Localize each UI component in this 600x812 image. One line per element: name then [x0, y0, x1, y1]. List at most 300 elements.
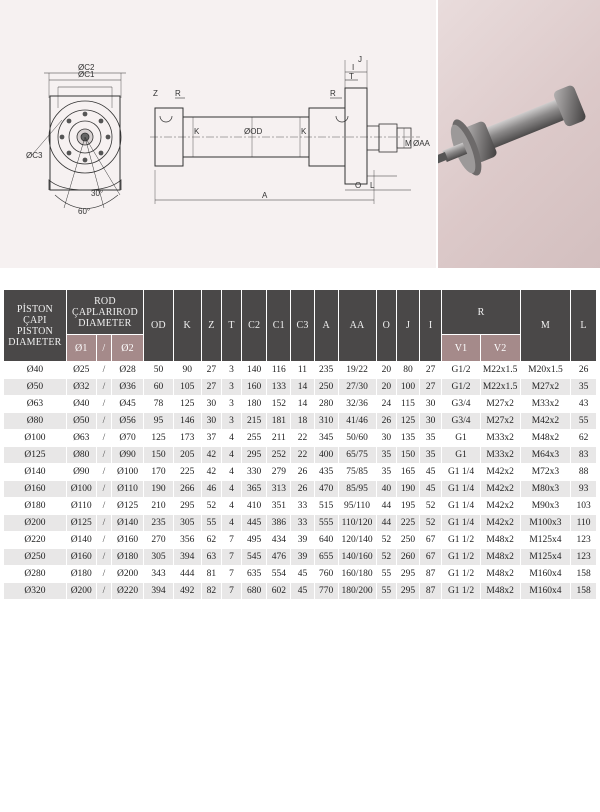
table-cell: 67 [420, 532, 442, 548]
table-cell: 50 [144, 362, 173, 378]
table-cell: 545 [242, 549, 267, 565]
header-piston-diameter: PİSTON ÇAPI PISTON DIAMETER [4, 290, 66, 361]
table-cell: 152 [267, 396, 290, 412]
table-cell: 602 [267, 583, 290, 599]
label-k-left: K [194, 127, 200, 136]
table-cell: M27x2 [481, 396, 520, 412]
table-cell: Ø220 [4, 532, 66, 548]
front-view [32, 73, 126, 209]
table-row [4, 532, 596, 548]
table-row [4, 583, 596, 599]
table-cell: 4 [222, 498, 241, 514]
table-row [4, 430, 596, 446]
table-cell: M64x3 [521, 447, 570, 463]
table-cell: Ø80 [67, 447, 96, 463]
table-cell: 225 [397, 515, 419, 531]
table-cell: G1 [442, 430, 479, 446]
table-cell: 95/110 [339, 498, 376, 514]
table-cell: Ø180 [112, 549, 143, 565]
table-cell: Ø40 [67, 396, 96, 412]
table-cell: 635 [242, 566, 267, 582]
table-cell: 46 [202, 481, 222, 497]
table-cell: / [97, 396, 111, 412]
table-cell: / [97, 515, 111, 531]
table-cell: Ø100 [112, 464, 143, 480]
table-cell: 7 [222, 566, 241, 582]
table-cell: 160/180 [339, 566, 376, 582]
table-cell: 45 [291, 583, 314, 599]
table-cell: Ø100 [4, 430, 66, 446]
header-aa: AA [339, 290, 376, 361]
header-t: T [222, 290, 241, 361]
table-cell: 280 [315, 396, 338, 412]
table-cell: 19/22 [339, 362, 376, 378]
table-cell: M125x4 [521, 532, 570, 548]
side-view [150, 60, 420, 204]
table-cell: M27x2 [521, 379, 570, 395]
table-cell: M33x2 [481, 447, 520, 463]
table-cell: M42x2 [481, 481, 520, 497]
table-cell: Ø40 [4, 362, 66, 378]
table-cell: / [97, 362, 111, 378]
table-cell: Ø45 [112, 396, 143, 412]
table-cell: 78 [144, 396, 173, 412]
table-cell: G3/4 [442, 413, 479, 429]
table-cell: Ø70 [112, 430, 143, 446]
table-cell: Ø90 [112, 447, 143, 463]
table-cell: 27 [420, 379, 442, 395]
table-cell: 14 [291, 396, 314, 412]
table-cell: 39 [291, 549, 314, 565]
table-cell: M22x1.5 [481, 362, 520, 378]
table-cell: 55 [377, 583, 397, 599]
table-cell: 35 [420, 447, 442, 463]
table-cell: 88 [571, 464, 596, 480]
label-od: ØOD [244, 127, 263, 136]
specifications-table [3, 289, 597, 600]
table-cell: 345 [315, 430, 338, 446]
table-row [4, 464, 596, 480]
table-cell: Ø200 [67, 583, 96, 599]
table-body [4, 362, 596, 599]
table-cell: 30 [420, 396, 442, 412]
table-cell: Ø56 [112, 413, 143, 429]
table-row [4, 498, 596, 514]
table-cell: 52 [420, 498, 442, 514]
table-cell: 65/75 [339, 447, 376, 463]
table-cell: 160 [242, 379, 267, 395]
table-cell: / [97, 532, 111, 548]
table-cell: / [97, 583, 111, 599]
table-cell: 295 [397, 583, 419, 599]
table-cell: 295 [174, 498, 201, 514]
table-cell: 52 [420, 515, 442, 531]
header-r: R [442, 290, 519, 334]
table-cell: M20x1.5 [521, 362, 570, 378]
table-cell: 123 [571, 549, 596, 565]
table-cell: Ø90 [67, 464, 96, 480]
table-cell: Ø200 [112, 566, 143, 582]
table-cell: 26 [377, 413, 397, 429]
table-cell: Ø100 [67, 481, 96, 497]
table-cell: 554 [267, 566, 290, 582]
table-cell: 55 [377, 566, 397, 582]
table-cell: 3 [222, 396, 241, 412]
table-cell: 35 [571, 379, 596, 395]
table-cell: Ø25 [67, 362, 96, 378]
table-cell: Ø250 [4, 549, 66, 565]
table-cell: 7 [222, 583, 241, 599]
table-cell: 60 [144, 379, 173, 395]
table-cell: 133 [267, 379, 290, 395]
table-cell: M22x1.5 [481, 379, 520, 395]
label-r-left: R [175, 89, 181, 98]
table-cell: 52 [202, 498, 222, 514]
product-photo [438, 0, 600, 268]
table-cell: 20 [377, 362, 397, 378]
table-cell: 4 [222, 515, 241, 531]
table-cell: 42 [202, 464, 222, 480]
table-cell: Ø180 [67, 566, 96, 582]
table-cell: 140/160 [339, 549, 376, 565]
label-c2: ØC2 [78, 63, 95, 72]
table-cell: 305 [144, 549, 173, 565]
table-cell: M33x2 [521, 396, 570, 412]
header-rod-slash: / [97, 335, 111, 361]
table-cell: 33 [291, 515, 314, 531]
top-figure-band [0, 0, 600, 272]
header-od: OD [144, 290, 173, 361]
table-cell: 640 [315, 532, 338, 548]
table-cell: 30 [420, 413, 442, 429]
table-cell: 351 [267, 498, 290, 514]
table-cell: 26 [571, 362, 596, 378]
table-cell: 100 [397, 379, 419, 395]
table-cell: 26 [291, 464, 314, 480]
table-cell: Ø110 [112, 481, 143, 497]
label-l: L [370, 181, 375, 190]
table-cell: 260 [397, 549, 419, 565]
table-cell: 62 [571, 430, 596, 446]
table-cell: M48x2 [481, 549, 520, 565]
table-cell: 7 [222, 549, 241, 565]
table-cell: Ø32 [67, 379, 96, 395]
table-row [4, 566, 596, 582]
table-cell: 470 [315, 481, 338, 497]
table-row [4, 481, 596, 497]
table-cell: 770 [315, 583, 338, 599]
table-cell: 125 [174, 396, 201, 412]
table-cell: 22 [291, 447, 314, 463]
table-cell: 205 [174, 447, 201, 463]
table-cell: Ø140 [4, 464, 66, 480]
table-cell: 434 [267, 532, 290, 548]
table-cell: 30 [202, 413, 222, 429]
table-cell: Ø200 [4, 515, 66, 531]
table-cell: 35 [377, 464, 397, 480]
table-cell: 165 [397, 464, 419, 480]
table-cell: Ø140 [67, 532, 96, 548]
table-cell: 295 [242, 447, 267, 463]
table-cell: M160x4 [521, 566, 570, 582]
table-cell: / [97, 498, 111, 514]
table-cell: 93 [571, 481, 596, 497]
table-cell: 33 [291, 498, 314, 514]
table-cell: G1 1/4 [442, 464, 479, 480]
specifications-table-wrapper [3, 289, 597, 600]
table-cell: 225 [174, 464, 201, 480]
table-cell: 270 [144, 532, 173, 548]
table-cell: 180/200 [339, 583, 376, 599]
label-k-right: K [301, 127, 307, 136]
table-cell: 40 [377, 481, 397, 497]
table-cell: 305 [174, 515, 201, 531]
table-cell: 11 [291, 362, 314, 378]
table-cell: / [97, 481, 111, 497]
table-cell: 181 [267, 413, 290, 429]
table-cell: 4 [222, 430, 241, 446]
table-cell: 45 [291, 566, 314, 582]
table-cell: 444 [174, 566, 201, 582]
table-cell: 4 [222, 464, 241, 480]
table-cell: Ø280 [4, 566, 66, 582]
table-cell: G1 1/2 [442, 583, 479, 599]
table-cell: 22 [291, 430, 314, 446]
table-cell: M33x2 [481, 430, 520, 446]
table-cell: 52 [377, 549, 397, 565]
table-cell: / [97, 464, 111, 480]
table-cell: 26 [291, 481, 314, 497]
table-cell: 125 [144, 430, 173, 446]
table-cell: 52 [377, 532, 397, 548]
table-cell: G1 1/4 [442, 498, 479, 514]
table-cell: 44 [377, 515, 397, 531]
table-cell: Ø63 [4, 396, 66, 412]
table-cell: 195 [397, 498, 419, 514]
header-a: A [315, 290, 338, 361]
table-cell: 266 [174, 481, 201, 497]
table-cell: 14 [291, 379, 314, 395]
table-cell: 115 [397, 396, 419, 412]
label-j: J [358, 55, 362, 64]
table-cell: 35 [377, 447, 397, 463]
table-cell: M27x2 [481, 413, 520, 429]
table-cell: 120/140 [339, 532, 376, 548]
table-cell: M48x2 [481, 583, 520, 599]
table-cell: Ø320 [4, 583, 66, 599]
header-k: K [174, 290, 201, 361]
table-cell: 63 [202, 549, 222, 565]
table-cell: 365 [242, 481, 267, 497]
table-cell: 146 [174, 413, 201, 429]
table-cell: 410 [242, 498, 267, 514]
table-cell: 215 [242, 413, 267, 429]
table-cell: 235 [144, 515, 173, 531]
table-cell: 158 [571, 583, 596, 599]
table-cell: Ø180 [4, 498, 66, 514]
table-cell: 680 [242, 583, 267, 599]
table-cell: 252 [267, 447, 290, 463]
table-cell: 400 [315, 447, 338, 463]
table-cell: 3 [222, 379, 241, 395]
table-cell: Ø160 [67, 549, 96, 565]
label-c1: ØC1 [78, 70, 95, 79]
table-cell: M42x2 [481, 498, 520, 514]
table-cell: 27 [202, 362, 222, 378]
label-r-right: R [330, 89, 336, 98]
table-cell: G1/2 [442, 379, 479, 395]
table-cell: M72x3 [521, 464, 570, 480]
header-rod-diameter: ROD ÇAPLARIROD DIAMETER [67, 290, 143, 334]
table-cell: 140 [242, 362, 267, 378]
table-row [4, 396, 596, 412]
table-cell: M48x2 [481, 566, 520, 582]
table-cell: 7 [222, 532, 241, 548]
table-cell: Ø125 [4, 447, 66, 463]
table-cell: 41/46 [339, 413, 376, 429]
table-cell: 150 [397, 447, 419, 463]
table-cell: M48x2 [521, 430, 570, 446]
table-cell: 3 [222, 362, 241, 378]
technical-drawing [0, 0, 436, 268]
table-cell: 20 [377, 379, 397, 395]
table-cell: 18 [291, 413, 314, 429]
table-cell: 105 [174, 379, 201, 395]
table-cell: / [97, 413, 111, 429]
header-l: L [571, 290, 596, 361]
table-cell: G3/4 [442, 396, 479, 412]
label-c3: ØC3 [26, 151, 43, 160]
table-cell: M42x2 [481, 464, 520, 480]
table-cell: Ø50 [67, 413, 96, 429]
table-cell: 50/60 [339, 430, 376, 446]
table-cell: 32/36 [339, 396, 376, 412]
table-cell: 356 [174, 532, 201, 548]
label-a: A [262, 191, 268, 200]
table-cell: 55 [202, 515, 222, 531]
table-cell: 394 [144, 583, 173, 599]
table-cell: Ø160 [112, 532, 143, 548]
header-rod-1: Ø1 [67, 335, 96, 361]
table-cell: 110/120 [339, 515, 376, 531]
table-cell: 45 [420, 481, 442, 497]
table-cell: M80x3 [521, 481, 570, 497]
table-cell: 42 [202, 447, 222, 463]
table-cell: Ø110 [67, 498, 96, 514]
table-cell: 110 [571, 515, 596, 531]
cylinder-render-illustration [438, 0, 600, 268]
label-o: O [355, 181, 362, 190]
table-cell: / [97, 566, 111, 582]
table-cell: 4 [222, 447, 241, 463]
table-cell: 44 [377, 498, 397, 514]
table-cell: 4 [222, 481, 241, 497]
table-cell: Ø63 [67, 430, 96, 446]
header-j: J [397, 290, 419, 361]
label-i: I [352, 63, 355, 72]
table-cell: 67 [420, 549, 442, 565]
table-cell: / [97, 379, 111, 395]
table-cell: 760 [315, 566, 338, 582]
table-cell: G1 1/2 [442, 532, 479, 548]
header-rod-2: Ø2 [112, 335, 143, 361]
table-cell: 173 [174, 430, 201, 446]
table-cell: 3 [222, 413, 241, 429]
header-o: O [377, 290, 397, 361]
table-cell: / [97, 447, 111, 463]
table-cell: 27 [202, 379, 222, 395]
table-cell: 83 [571, 447, 596, 463]
table-cell: 555 [315, 515, 338, 531]
table-cell: 85/95 [339, 481, 376, 497]
header-m: M [521, 290, 570, 361]
header-v1: V1 [442, 335, 479, 361]
table-cell: 95 [144, 413, 173, 429]
table-cell: Ø28 [112, 362, 143, 378]
table-cell: M42x2 [521, 413, 570, 429]
table-row [4, 413, 596, 429]
table-cell: 30 [377, 430, 397, 446]
header-z: Z [202, 290, 222, 361]
table-cell: 90 [174, 362, 201, 378]
table-cell: 250 [397, 532, 419, 548]
table-cell: Ø125 [112, 498, 143, 514]
table-cell: G1 1/4 [442, 515, 479, 531]
table-cell: M42x2 [481, 515, 520, 531]
table-cell: 515 [315, 498, 338, 514]
label-aa: ØAA [413, 139, 430, 148]
table-cell: 492 [174, 583, 201, 599]
table-cell: 45 [420, 464, 442, 480]
table-cell: 235 [315, 362, 338, 378]
table-row [4, 549, 596, 565]
table-cell: 30 [202, 396, 222, 412]
table-cell: Ø140 [112, 515, 143, 531]
table-cell: 123 [571, 532, 596, 548]
header-c3: C3 [291, 290, 314, 361]
table-row [4, 515, 596, 531]
table-cell: G1 1/4 [442, 481, 479, 497]
table-cell: Ø50 [4, 379, 66, 395]
table-cell: 655 [315, 549, 338, 565]
table-cell: 310 [315, 413, 338, 429]
table-cell: 125 [397, 413, 419, 429]
table-cell: Ø80 [4, 413, 66, 429]
table-cell: 27 [420, 362, 442, 378]
table-cell: M48x2 [481, 532, 520, 548]
label-m: M [405, 139, 412, 148]
table-cell: 295 [397, 566, 419, 582]
table-cell: 87 [420, 583, 442, 599]
table-row [4, 447, 596, 463]
table-cell: 24 [377, 396, 397, 412]
table-cell: 313 [267, 481, 290, 497]
table-cell: M125x4 [521, 549, 570, 565]
table-cell: 39 [291, 532, 314, 548]
label-t: T [349, 72, 354, 81]
table-cell: 43 [571, 396, 596, 412]
header-i: I [420, 290, 442, 361]
table-cell: 279 [267, 464, 290, 480]
table-cell: 330 [242, 464, 267, 480]
header-c1: C1 [267, 290, 290, 361]
table-cell: 150 [144, 447, 173, 463]
table-cell: 87 [420, 566, 442, 582]
table-cell: 190 [397, 481, 419, 497]
header-v2: V2 [481, 335, 520, 361]
table-cell: M90x3 [521, 498, 570, 514]
table-cell: 343 [144, 566, 173, 582]
